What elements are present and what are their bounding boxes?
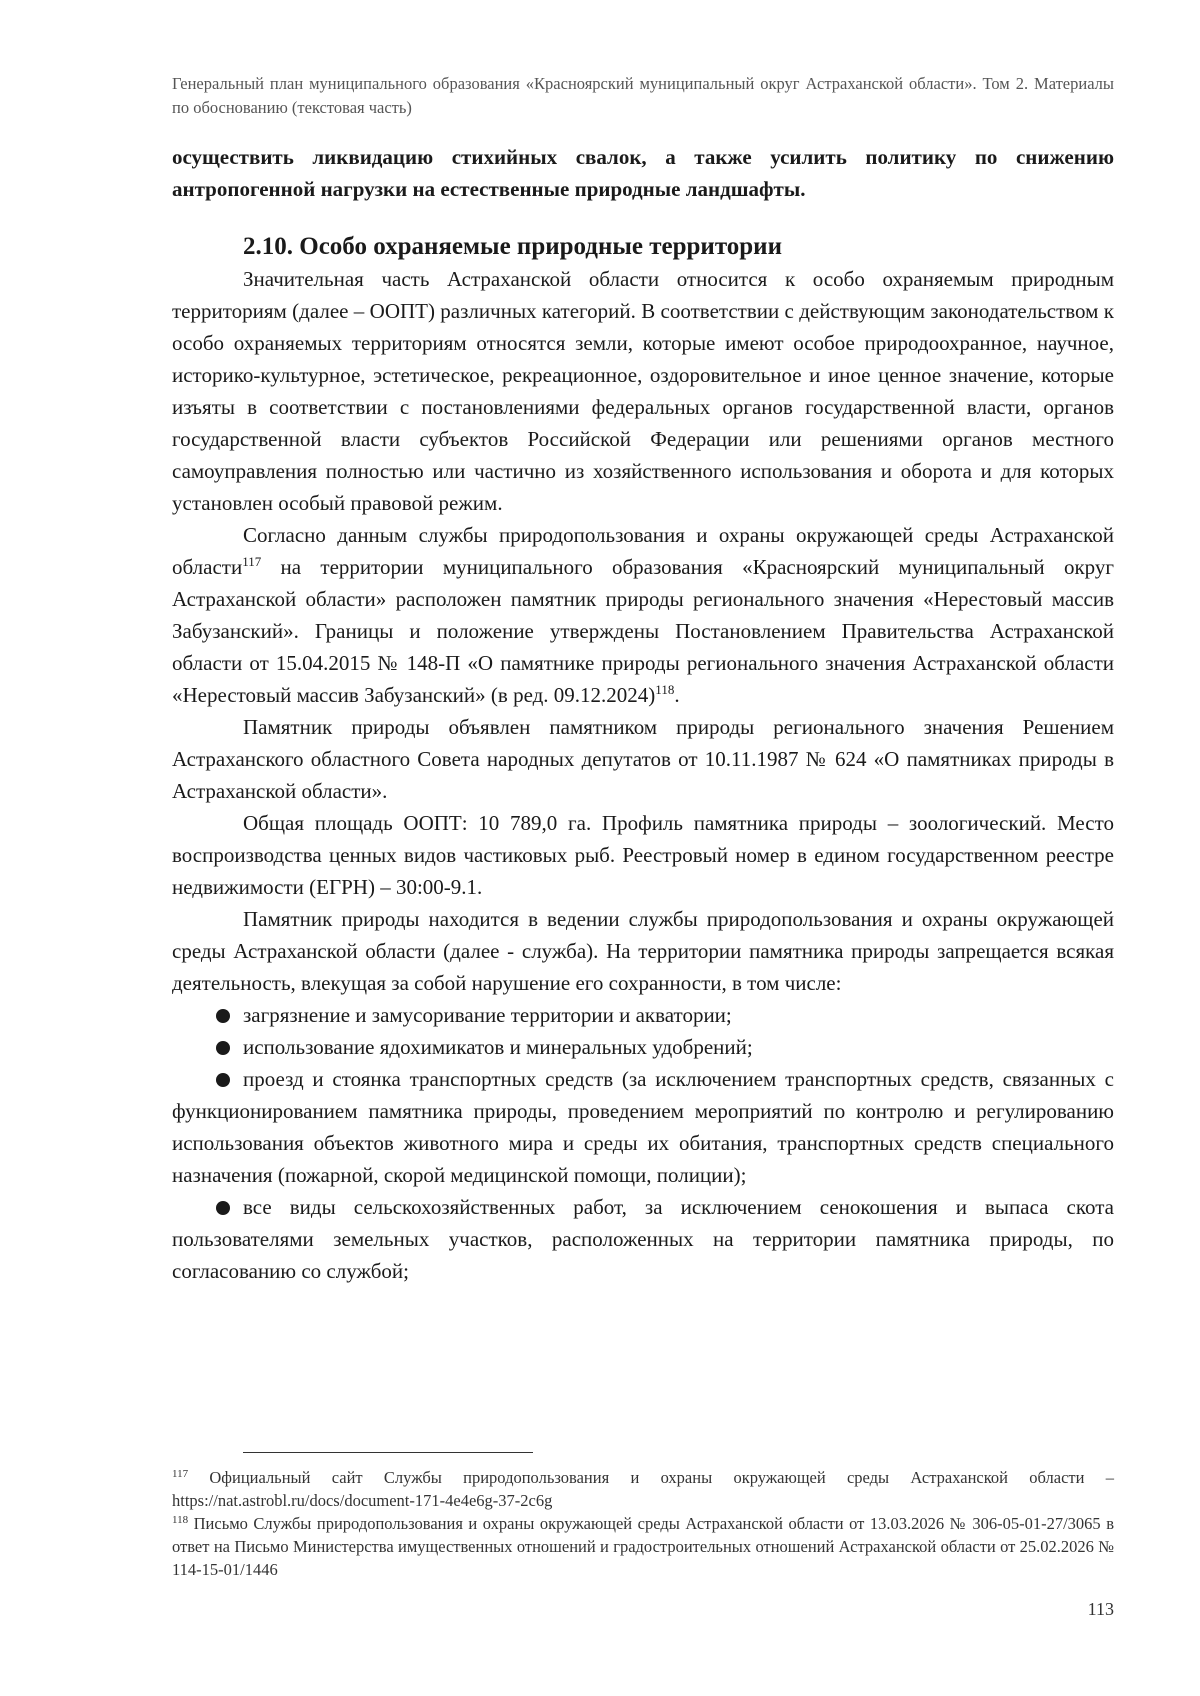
bullet-icon — [216, 1041, 230, 1055]
paragraph-text: Согласно данным службы природопользования и охраны окружающей среды Астраханской области — [172, 523, 1114, 579]
list-item-text: все виды сельскохозяйственных работ, за исключением сенокошения и выпаса скота пользователями земельных участков, расположенных на территории памятника природы, по согласованию со службой; — [172, 1195, 1114, 1283]
paragraph-restrictions-intro: Памятник природы находится в ведении службы природопользования и охраны окружающей среды Астраханской области (далее - служба). На территории памятника природы запрещается всякая деятельность, влекущая за собой нарушение его сохранности, в том числе: — [172, 907, 1114, 995]
list-item — [172, 999, 1114, 1031]
bullet-icon — [216, 1201, 230, 1215]
footnote-text: Письмо Службы природопользования и охраны окружающей среды Астраханской области от 13.03.2026 № 306-05-01-27/3065 в ответ на Письмо Министерства имущественных отношений и градостроительных отношений Астраханской области от 25.02.2026 № 114-15-01/1446 — [172, 1514, 1114, 1579]
paragraph-text: . — [674, 683, 680, 707]
footnote-number: 118 — [172, 1514, 189, 1526]
paragraph-area-profile: Общая площадь ООПТ: 10 789,0 га. Профиль памятника природы – зоологический. Место воспроизводства ценных видов частиковых рыб. Реестровый номер в едином государственном реестре недвижимости (ЕГРН) – 30:00-9.1. — [172, 811, 1114, 899]
paragraph-monument-location — [172, 519, 1114, 711]
list-item-text: проезд и стоянка транспортных средств (за исключением транспортных средств, связанных с функционированием памятника природы, проведением мероприятий по контролю и регулированию использования объектов животного мира и среды их обитания, транспортных средств специального назначения (пожарной, скорой медицинской помощи, полиции); — [172, 1067, 1114, 1187]
bullet-icon — [216, 1073, 230, 1087]
list-item — [172, 1191, 1114, 1287]
footnotes — [172, 1466, 1114, 1581]
list-item-text: использование ядохимикатов и минеральных удобрений; — [243, 1035, 753, 1059]
paragraph-monument-declaration: Памятник природы объявлен памятником природы регионального значения Решением Астраханского областного Совета народных депутатов от 10.11.1987 № 624 «О памятниках природы в Астраханской области». — [172, 715, 1114, 803]
list-item-text: загрязнение и замусоривание территории и акватории; — [243, 1003, 732, 1027]
restrictions-list — [172, 999, 1114, 1287]
paragraph-text: на территории муниципального образования «Красноярский муниципальный округ Астраханской области» расположен памятник природы регионального значения «Нерестовый массив Забузанский». Границы и положение утверждены Постановлением Правительства Астраханской области от 15.04.2015 № 148-П «О памятнике природы регионального значения Астраханской области «Нерестовый массив Забузанский» (в ред. 09.12.2024) — [172, 555, 1114, 707]
page-number: 113 — [1087, 1599, 1114, 1619]
lead-in-paragraph: осуществить ликвидацию стихийных свалок, а также усилить политику по снижению антропогенной нагрузки на естественные природные ландшафты. — [172, 145, 1114, 201]
footnote-text: Официальный сайт Службы природопользования и охраны окружающей среды Астраханской области – https://nat.astrobl.ru/docs/document-171-4e4e6g-37-2c6g — [172, 1468, 1114, 1510]
list-item — [172, 1063, 1114, 1191]
footnote-118 — [172, 1512, 1114, 1581]
footnote-ref-117[interactable]: 117 — [242, 554, 262, 569]
bullet-icon — [216, 1009, 230, 1023]
footnote-divider — [243, 1452, 533, 1453]
footnote-117 — [172, 1466, 1114, 1512]
list-item — [172, 1031, 1114, 1063]
running-header: Генеральный план муниципального образования «Красноярский муниципальный округ Астраханской области». Том 2. Материалы по обоснованию (текстовая часть) — [172, 74, 1114, 117]
page-content — [172, 141, 1114, 1287]
footnote-ref-118[interactable]: 118 — [655, 682, 675, 697]
paragraph-oopt-definition: Значительная часть Астраханской области относится к особо охраняемым природным территориям (далее – ООПТ) различных категорий. В соответствии с действующим законодательством к особо охраняемых территориям относятся земли, которые имеют особое природоохранное, научное, историко-культурное, эстетическое, рекреационное, оздоровительное и иное ценное значение, которые изъяты в соответствии с постановлениями федеральных органов государственной власти, органов государственной власти субъектов Российской Федерации или решениями органов местного самоуправления полностью или частично из хозяйственного использования и оборота и для которых установлен особый правовой режим. — [172, 267, 1114, 515]
section-heading: 2.10. Особо охраняемые природные территории — [243, 233, 782, 260]
footnote-number: 117 — [172, 1468, 189, 1480]
